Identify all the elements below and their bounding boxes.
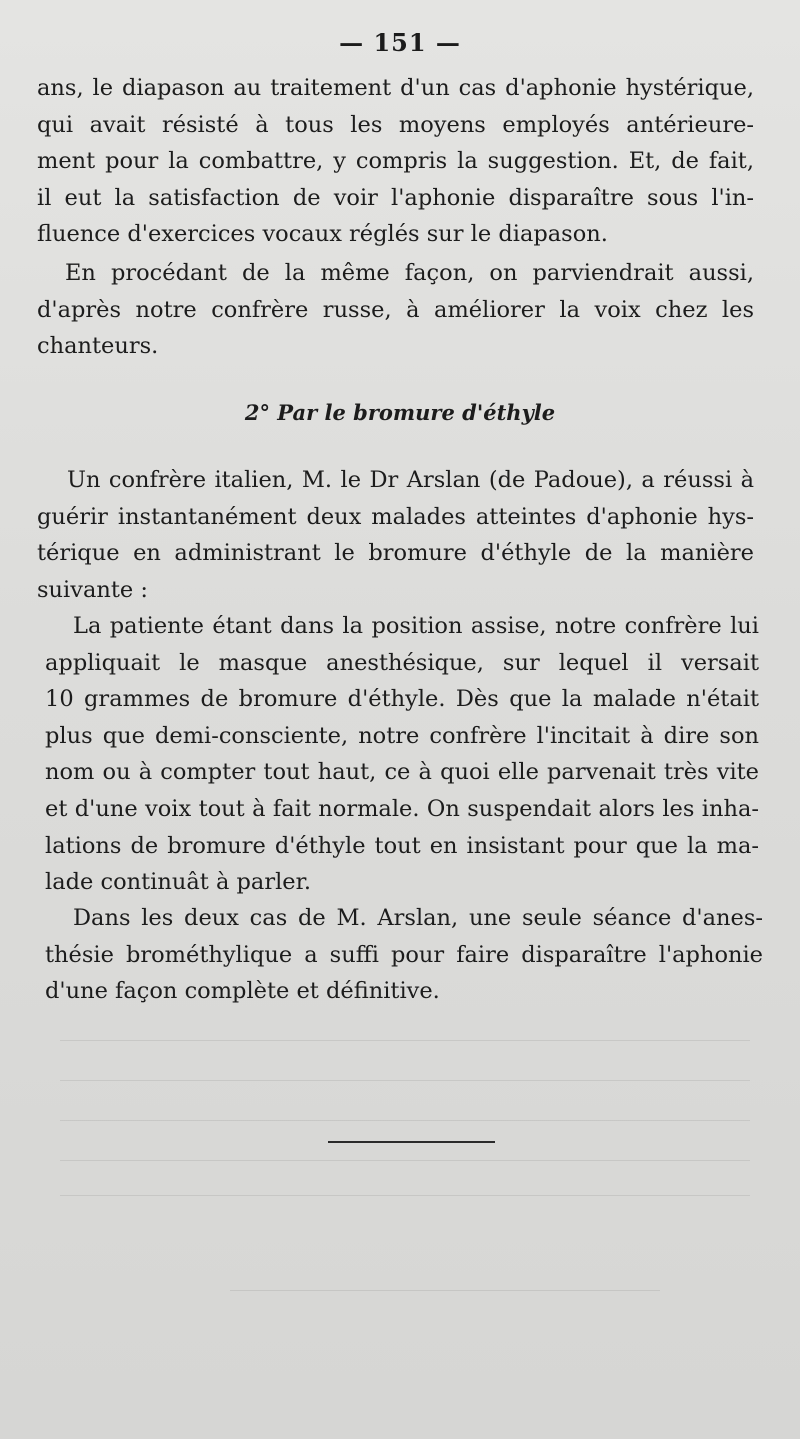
bleed-through-line (60, 1195, 750, 1196)
bleed-through-line (60, 1120, 750, 1121)
bleed-through-line (230, 1290, 660, 1291)
text-line: chanteurs. (37, 333, 159, 360)
paragraph (45, 608, 759, 901)
text-line: lade continuât à parler. (45, 869, 312, 896)
text-line: ans, le diapason au traitement d'un cas d'aphonie hystérique, (37, 75, 754, 101)
section-heading: 2° Par le bromure d'éthyle (244, 400, 556, 425)
text-line: il eut la satisfaction de voir l'aphonie disparaître sous l'in- (37, 184, 754, 211)
paragraph (37, 70, 754, 253)
text-line: guérir instantanément deux malades atteintes d'aphonie hys- (37, 503, 754, 530)
text-line: et d'une voix tout à fait normale. On suspendait alors les inha- (45, 795, 759, 822)
closing-rule (328, 1141, 495, 1143)
bleed-through-line (60, 1160, 750, 1161)
page-number: — 151 — (339, 28, 461, 57)
text-line: d'une façon complète et définitive. (45, 978, 440, 1005)
paragraph (37, 255, 754, 365)
text-line: suivante : (37, 576, 148, 603)
text-line: En procédant de la même façon, on parviendrait aussi, (65, 260, 754, 286)
text-line: fluence d'exercices vocaux réglés sur le diapason. (37, 221, 608, 248)
bleed-through-line (60, 1080, 750, 1081)
text-line: ment pour la combattre, y compris la suggestion. Et, de fait, (37, 148, 754, 175)
paragraph (45, 900, 763, 1010)
text-line: lations de bromure d'éthyle tout en insistant pour que la ma- (45, 832, 759, 859)
text-line: plus que demi-consciente, notre confrère l'incitait à dire son (45, 722, 759, 749)
text-line: appliquait le masque anesthésique, sur lequel il versait (45, 649, 759, 676)
text-line: La patiente étant dans la position assise, notre confrère lui (73, 613, 759, 639)
paragraph (37, 462, 754, 608)
text-line: thésie brométhylique a suffi pour faire disparaître l'aphonie (45, 941, 763, 968)
text-line: Un confrère italien, M. le Dr Arslan (de Padoue), a réussi à (67, 467, 754, 493)
text-line: Dans les deux cas de M. Arslan, une seule séance d'anes- (73, 905, 763, 931)
text-line: térique en administrant le bromure d'éthyle de la manière (37, 540, 754, 567)
text-line: nom ou à compter tout haut, ce à quoi elle parvenait très vite (45, 759, 759, 786)
text-line: 10 grammes de bromure d'éthyle. Dès que la malade n'était (45, 686, 759, 713)
text-line: qui avait résisté à tous les moyens employés antérieure- (37, 111, 754, 138)
text-line: d'après notre confrère russe, à améliorer la voix chez les (37, 296, 754, 323)
bleed-through-line (60, 1040, 750, 1041)
